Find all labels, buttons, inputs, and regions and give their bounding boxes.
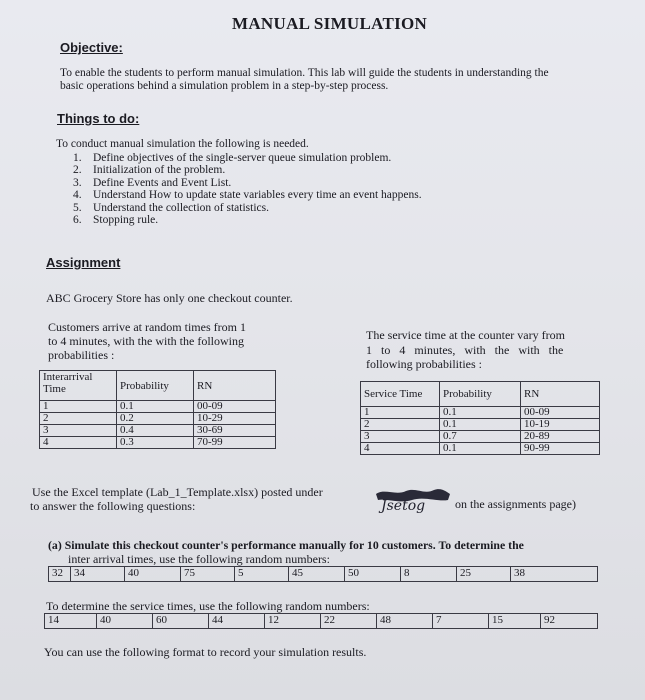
header-service-time: Service Time <box>361 382 440 407</box>
interarrival-random-numbers <box>48 566 598 582</box>
objective-line-1: To enable the students to perform manual simulation. This lab will guide the students in understanding the <box>60 67 549 79</box>
assignment-line: ABC Grocery Store has only one checkout counter. <box>46 291 293 305</box>
service-rn-label: To determine the service times, use the following random numbers: <box>46 599 370 613</box>
header-interarrival-time: Interarrival Time <box>40 371 117 401</box>
rn-cell: 34 <box>71 567 125 581</box>
header-rn: RN <box>194 371 276 401</box>
things-to-do-intro: To conduct manual simulation the following is needed. <box>56 138 309 150</box>
table-row <box>40 437 276 449</box>
cell: 0.4 <box>117 425 194 437</box>
arrival-para-2: to 4 minutes, with the with the following <box>48 334 244 348</box>
cell: 00-09 <box>521 407 600 419</box>
header-rn: RN <box>521 382 600 407</box>
objective-heading: Objective: <box>60 40 123 55</box>
rn-cell: 40 <box>125 567 181 581</box>
step-item: 3. Define Events and Event List. <box>73 176 232 189</box>
table-header-row <box>361 382 600 407</box>
cell: 4 <box>40 437 117 449</box>
question-a-line-2: inter arrival times, use the following random numbers: <box>68 552 330 566</box>
cell: 10-19 <box>521 419 600 431</box>
table-row <box>361 407 600 419</box>
format-note: You can use the following format to record your simulation results. <box>44 645 367 659</box>
service-para-2: 1 to 4 minutes, with the with the <box>366 343 564 357</box>
cell: 1 <box>40 401 117 413</box>
rn-cell: 15 <box>489 614 541 628</box>
cell: 0.1 <box>440 407 521 419</box>
question-a-line-1: (a) Simulate this checkout counter's performance manually for 10 customers. To determine the <box>48 538 524 552</box>
table-header-row <box>40 371 276 401</box>
cell: 90-99 <box>521 443 600 455</box>
cell: 0.1 <box>440 419 521 431</box>
excel-note-line-1b: on the assignments page) <box>455 497 576 511</box>
excel-note-line-1: Use the Excel template (Lab_1_Template.xlsx) posted under <box>32 485 323 499</box>
rn-cell: 12 <box>265 614 321 628</box>
service-para-1: The service time at the counter vary from <box>366 328 565 342</box>
interarrival-table <box>39 370 276 449</box>
cell: 30-69 <box>194 425 276 437</box>
cell: 2 <box>40 413 117 425</box>
cell: 0.7 <box>440 431 521 443</box>
step-item: 2. Initialization of the problem. <box>73 164 226 177</box>
cell: 3 <box>40 425 117 437</box>
cell: 20-89 <box>521 431 600 443</box>
arrival-para-1: Customers arrive at random times from 1 <box>48 320 246 334</box>
table-row <box>361 431 600 443</box>
table-row <box>361 443 600 455</box>
rn-cell: 45 <box>289 567 345 581</box>
table-row <box>40 401 276 413</box>
rn-cell: 25 <box>457 567 511 581</box>
cell: 0.1 <box>117 401 194 413</box>
step-item: 1. Define objectives of the single-server queue simulation problem. <box>73 152 392 164</box>
steps-list <box>73 152 422 226</box>
step-item: 5. Understand the collection of statistics. <box>73 201 269 214</box>
rn-cell: 60 <box>153 614 209 628</box>
rn-cell: 14 <box>45 614 97 628</box>
rn-cell: 50 <box>345 567 401 581</box>
rn-cell: 38 <box>514 567 525 579</box>
rn-cell: 32 <box>49 567 71 581</box>
step-item: 6. Stopping rule. <box>73 214 159 227</box>
rn-cell: 92 <box>544 614 555 626</box>
cell: 0.2 <box>117 413 194 425</box>
rn-cell: 40 <box>97 614 153 628</box>
rn-cell: 22 <box>321 614 377 628</box>
cell: 10-29 <box>194 413 276 425</box>
rn-cell: 75 <box>181 567 235 581</box>
cell: 00-09 <box>194 401 276 413</box>
cell: 2 <box>361 419 440 431</box>
cell: 3 <box>361 431 440 443</box>
rn-cell: 44 <box>209 614 265 628</box>
rn-cell: 8 <box>401 567 457 581</box>
table-row <box>40 413 276 425</box>
header-probability: Probability <box>117 371 194 401</box>
table-row <box>361 419 600 431</box>
things-to-do-heading: Things to do: <box>57 111 140 126</box>
rn-cell: 48 <box>377 614 433 628</box>
service-table <box>360 381 600 455</box>
table-row <box>40 425 276 437</box>
assignment-heading: Assignment <box>46 255 121 270</box>
cell: 70-99 <box>194 437 276 449</box>
cell: 4 <box>361 443 440 455</box>
page-title: MANUAL SIMULATION <box>232 14 428 33</box>
cell: 0.1 <box>440 443 521 455</box>
header-probability: Probability <box>440 382 521 407</box>
excel-note-line-2: to answer the following questions: <box>30 499 196 513</box>
service-para-3: following probabilities : <box>366 357 482 371</box>
objective-line-2: basic operations behind a simulation problem in a step-by-step process. <box>60 80 389 92</box>
cell: 1 <box>361 407 440 419</box>
arrival-para-3: probabilities : <box>48 348 115 362</box>
rn-cell: 7 <box>433 614 489 628</box>
service-random-numbers <box>44 613 598 629</box>
step-item: 4. Understand How to update state variables every time an event happens. <box>73 189 422 202</box>
rn-cell: 5 <box>235 567 289 581</box>
cell: 0.3 <box>117 437 194 449</box>
handwritten-note: Jsetog <box>381 498 426 514</box>
